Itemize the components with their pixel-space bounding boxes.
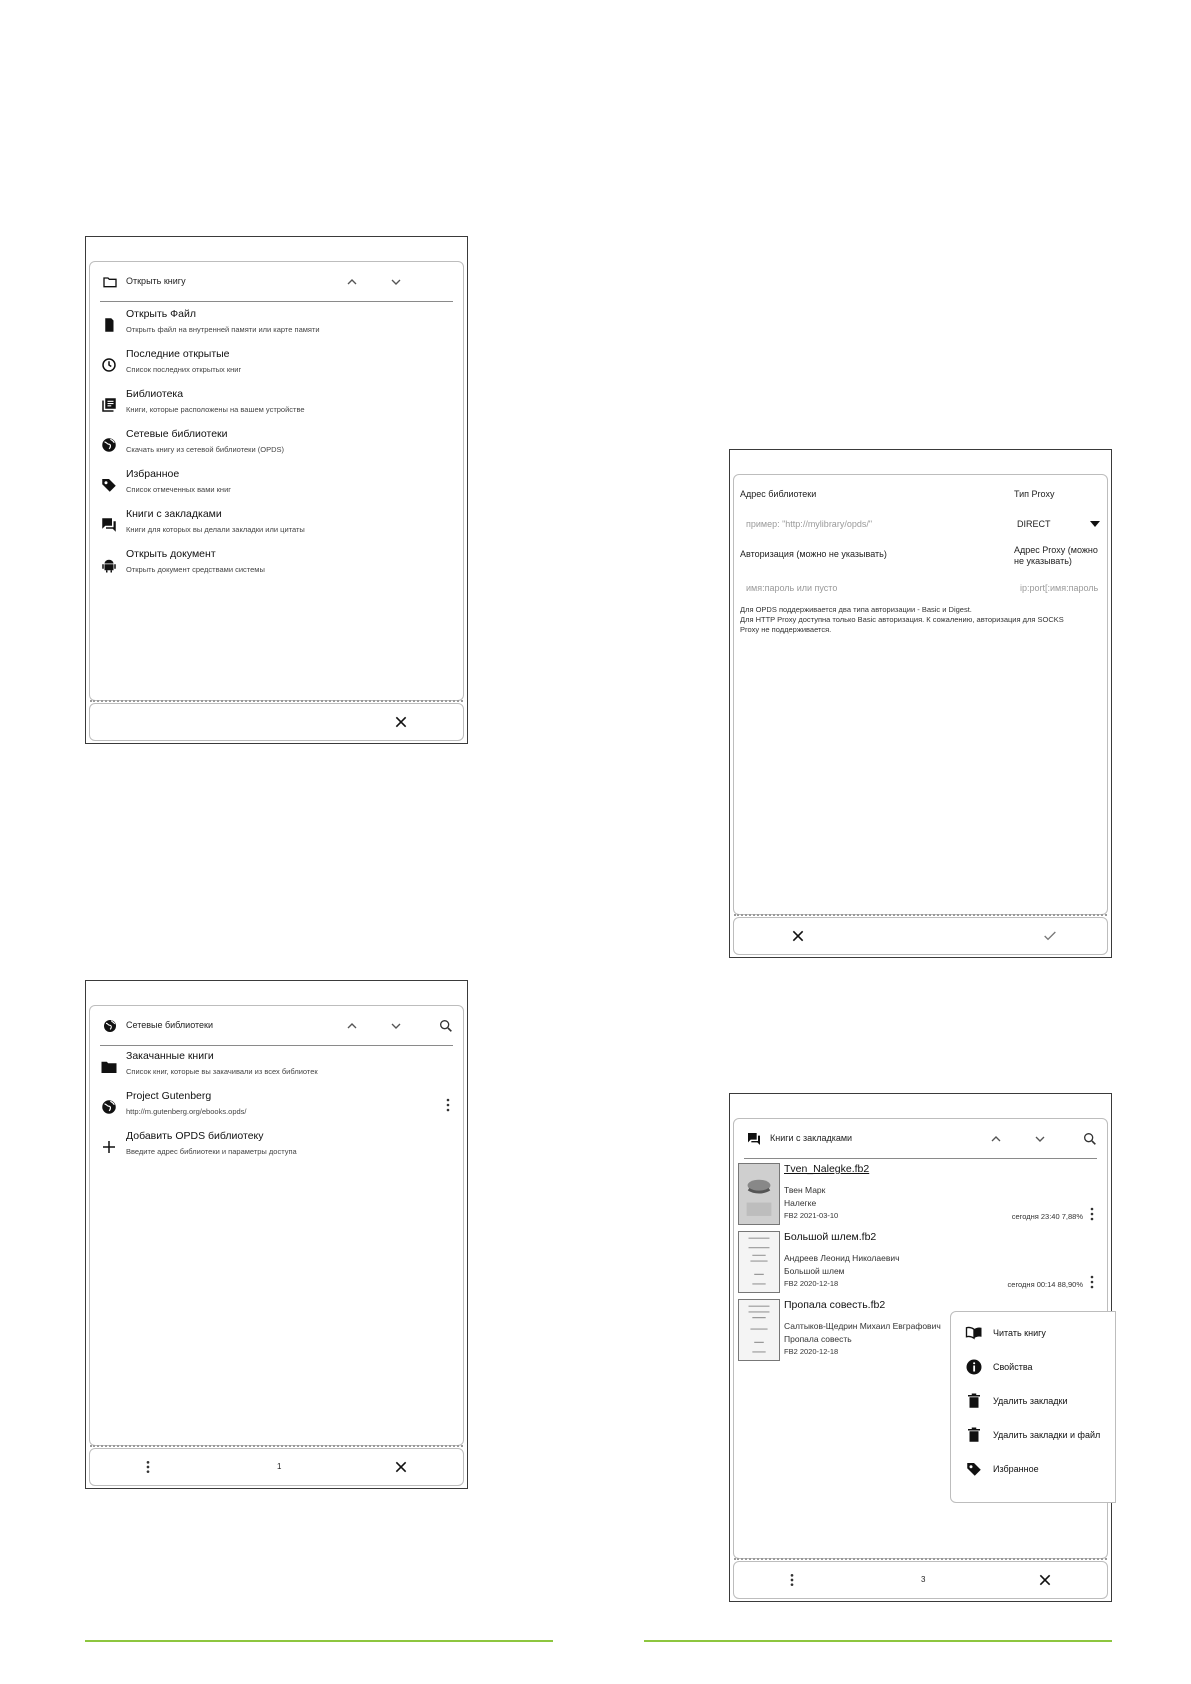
menu-label: Избранное bbox=[993, 1464, 1039, 1474]
item-subtitle: Список книг, которые вы закачивали из всех библиотек bbox=[126, 1067, 318, 1076]
folder-outline-icon bbox=[102, 274, 118, 290]
add-opds-panel bbox=[733, 474, 1108, 915]
menu-item-open-file[interactable] bbox=[100, 306, 453, 342]
book-file-name: Большой шлем.fb2 bbox=[784, 1231, 877, 1243]
item-title: Библиотека bbox=[126, 388, 184, 400]
menu-item-library[interactable] bbox=[100, 386, 453, 422]
more-vertical-icon[interactable] bbox=[784, 1572, 800, 1588]
open-book-title: Открыть книгу bbox=[126, 276, 186, 286]
check-icon[interactable] bbox=[1042, 928, 1058, 944]
menu-item-bookmarked-books[interactable] bbox=[100, 506, 453, 542]
item-title: Добавить OPDS библиотеку bbox=[126, 1130, 264, 1142]
more-vertical-icon[interactable] bbox=[1087, 1275, 1097, 1289]
item-title: Сетевые библиотеки bbox=[126, 428, 228, 440]
item-title: Закачанные книги bbox=[126, 1050, 214, 1062]
globe-icon bbox=[102, 1018, 118, 1034]
divider bbox=[90, 700, 463, 702]
divider bbox=[734, 1558, 1107, 1560]
page-number: 3 bbox=[921, 1575, 926, 1584]
library-icon bbox=[100, 396, 118, 414]
book-progress: сегодня 23:40 7,88% bbox=[1011, 1212, 1083, 1221]
item-subtitle: Книги, которые расположены на вашем устройстве bbox=[126, 405, 305, 414]
address-label: Адрес библиотеки bbox=[740, 489, 817, 499]
open-book-panel bbox=[89, 261, 464, 701]
network-libraries-screen bbox=[85, 980, 468, 1489]
item-title: Избранное bbox=[126, 468, 180, 480]
menu-label: Читать книгу bbox=[993, 1328, 1046, 1338]
proxy-type-select[interactable]: DIRECT bbox=[1017, 519, 1051, 529]
proxy-type-label: Тип Proxy bbox=[1014, 489, 1055, 499]
open-book-header bbox=[100, 262, 453, 302]
auth-note-line2: Для HTTP Proxy доступна только Basic авторизация. К сожалению, авторизация для SOCKS bbox=[740, 615, 1064, 624]
close-icon[interactable] bbox=[393, 1459, 409, 1475]
more-vertical-icon[interactable] bbox=[1087, 1207, 1097, 1221]
item-subtitle: Список отмеченных вами книг bbox=[126, 485, 231, 494]
open-book-icon bbox=[965, 1324, 983, 1342]
menu-item-recent[interactable] bbox=[100, 346, 453, 382]
tag-icon bbox=[100, 476, 118, 494]
cover-art-icon bbox=[739, 1300, 779, 1360]
chat-icon bbox=[100, 516, 118, 534]
dropdown-arrow-icon[interactable] bbox=[1090, 520, 1100, 528]
item-subtitle: Открыть файл на внутренней памяти или карте памяти bbox=[126, 325, 320, 334]
auth-note-line1: Для OPDS поддерживается два типа авторизации - Basic и Digest. bbox=[740, 605, 972, 614]
footer-rule-left bbox=[85, 1640, 553, 1642]
close-icon[interactable] bbox=[393, 714, 409, 730]
book-author: Твен Марк bbox=[784, 1185, 826, 1195]
network-libraries-title: Сетевые библиотеки bbox=[126, 1020, 213, 1030]
tag-icon bbox=[965, 1460, 983, 1478]
cover-art-icon bbox=[739, 1164, 779, 1224]
trash-icon bbox=[965, 1426, 983, 1444]
proxy-address-label-line1: Адрес Proxy (можно bbox=[1014, 545, 1098, 555]
book-author: Салтыков-Щедрин Михаил Евграфович bbox=[784, 1321, 941, 1331]
open-book-bottom-bar bbox=[89, 703, 464, 741]
book-format-date: FB2 2020-12-18 bbox=[784, 1347, 839, 1356]
close-icon[interactable] bbox=[790, 928, 806, 944]
divider bbox=[90, 1445, 463, 1447]
item-title: Открыть документ bbox=[126, 548, 216, 560]
plus-icon bbox=[100, 1138, 118, 1156]
book-cover bbox=[738, 1163, 780, 1225]
close-icon[interactable] bbox=[1037, 1572, 1053, 1588]
menu-item-properties[interactable] bbox=[965, 1356, 1111, 1378]
book-author: Андреев Леонид Николаевич bbox=[784, 1253, 900, 1263]
auth-input[interactable]: имя:пароль или пусто bbox=[746, 583, 838, 593]
item-title: Книги с закладками bbox=[126, 508, 222, 520]
auth-label: Авторизация (можно не указывать) bbox=[740, 549, 887, 559]
book-title: Пропала совесть bbox=[784, 1334, 852, 1344]
open-book-screen bbox=[85, 236, 468, 744]
list-item-project-gutenberg[interactable] bbox=[100, 1088, 453, 1124]
menu-item-delete-bookmarks[interactable] bbox=[965, 1390, 1111, 1412]
item-subtitle: Введите адрес библиотеки и параметры доступа bbox=[126, 1147, 297, 1156]
cover-art-icon bbox=[739, 1232, 779, 1292]
book-row[interactable] bbox=[738, 1229, 1097, 1295]
book-file-name: Пропала совесть.fb2 bbox=[784, 1299, 886, 1311]
clock-icon bbox=[100, 356, 118, 374]
page-number: 1 bbox=[277, 1462, 282, 1471]
book-cover bbox=[738, 1299, 780, 1361]
network-libraries-bottom-bar bbox=[89, 1448, 464, 1486]
chat-icon bbox=[746, 1131, 762, 1147]
proxy-address-input[interactable]: ip:port[:имя:пароль bbox=[1020, 583, 1099, 593]
chevron-up-icon[interactable] bbox=[988, 1131, 1004, 1147]
proxy-address-label bbox=[1014, 545, 1098, 567]
menu-label: Свойства bbox=[993, 1362, 1033, 1372]
book-file-name: Tven_Nalegke.fb2 bbox=[784, 1163, 870, 1175]
item-subtitle: http://m.gutenberg.org/ebooks.opds/ bbox=[126, 1107, 247, 1116]
menu-item-delete-bookmarks-and-file[interactable] bbox=[965, 1424, 1111, 1446]
footer-rule-right bbox=[644, 1640, 1112, 1642]
add-opds-screen bbox=[729, 449, 1112, 958]
book-context-menu bbox=[950, 1311, 1116, 1503]
file-icon bbox=[100, 316, 118, 334]
item-subtitle: Список последних открытых книг bbox=[126, 365, 242, 374]
chevron-up-icon[interactable] bbox=[344, 1018, 360, 1034]
info-icon bbox=[965, 1358, 983, 1376]
bookmarked-books-title: Книги с закладками bbox=[770, 1133, 853, 1143]
proxy-address-label-line2: не указывать) bbox=[1014, 556, 1072, 566]
bookmarked-books-screen bbox=[729, 1093, 1112, 1602]
globe-icon bbox=[100, 1098, 118, 1116]
more-vertical-icon[interactable] bbox=[445, 1098, 451, 1112]
menu-label: Удалить закладки bbox=[993, 1396, 1068, 1406]
book-title: Налегке bbox=[784, 1198, 817, 1208]
item-title: Последние открытые bbox=[126, 348, 230, 360]
network-libraries-header bbox=[100, 1006, 453, 1046]
menu-item-open-document[interactable] bbox=[100, 546, 453, 582]
book-title: Большой шлем bbox=[784, 1266, 845, 1276]
item-subtitle: Скачать книгу из сетевой библиотеки (OPDS) bbox=[126, 445, 284, 454]
menu-label: Удалить закладки и файл bbox=[993, 1430, 1101, 1440]
book-format-date: FB2 2021-03-10 bbox=[784, 1211, 839, 1220]
menu-item-favorites[interactable] bbox=[965, 1458, 1111, 1480]
android-icon bbox=[100, 556, 118, 574]
menu-item-favorites[interactable] bbox=[100, 466, 453, 502]
book-row[interactable] bbox=[738, 1161, 1097, 1227]
list-item-downloaded-books[interactable] bbox=[100, 1048, 453, 1084]
bookmarked-books-header bbox=[744, 1119, 1097, 1159]
chevron-down-icon[interactable] bbox=[388, 1018, 404, 1034]
more-vertical-icon[interactable] bbox=[140, 1459, 156, 1475]
chevron-up-icon[interactable] bbox=[344, 274, 360, 290]
item-subtitle: Открыть документ средствами системы bbox=[126, 565, 265, 574]
auth-note bbox=[740, 605, 1099, 635]
menu-item-read-book[interactable] bbox=[965, 1322, 1111, 1344]
globe-icon bbox=[100, 436, 118, 454]
add-opds-bottom-bar bbox=[733, 917, 1108, 955]
item-title: Project Gutenberg bbox=[126, 1090, 212, 1102]
book-progress: сегодня 00:14 88,90% bbox=[1007, 1280, 1083, 1289]
auth-note-line3: Proxy не поддерживается. bbox=[740, 625, 832, 634]
book-format-date: FB2 2020-12-18 bbox=[784, 1279, 839, 1288]
divider bbox=[734, 914, 1107, 916]
search-icon[interactable] bbox=[1082, 1131, 1098, 1147]
chevron-down-icon[interactable] bbox=[388, 274, 404, 290]
bookmarked-books-bottom-bar bbox=[733, 1561, 1108, 1599]
menu-item-network-libraries[interactable] bbox=[100, 426, 453, 462]
chevron-down-icon[interactable] bbox=[1032, 1131, 1048, 1147]
bookmarked-books-panel bbox=[733, 1118, 1108, 1559]
trash-icon bbox=[965, 1392, 983, 1410]
item-title: Открыть Файл bbox=[126, 308, 196, 320]
search-icon[interactable] bbox=[438, 1018, 454, 1034]
folder-icon bbox=[100, 1058, 118, 1076]
network-libraries-panel bbox=[89, 1005, 464, 1446]
list-item-add-opds[interactable] bbox=[100, 1128, 453, 1164]
address-input[interactable]: пример: "http://mylibrary/opds/" bbox=[746, 519, 873, 529]
book-cover bbox=[738, 1231, 780, 1293]
item-subtitle: Книги для которых вы делали закладки или цитаты bbox=[126, 525, 305, 534]
